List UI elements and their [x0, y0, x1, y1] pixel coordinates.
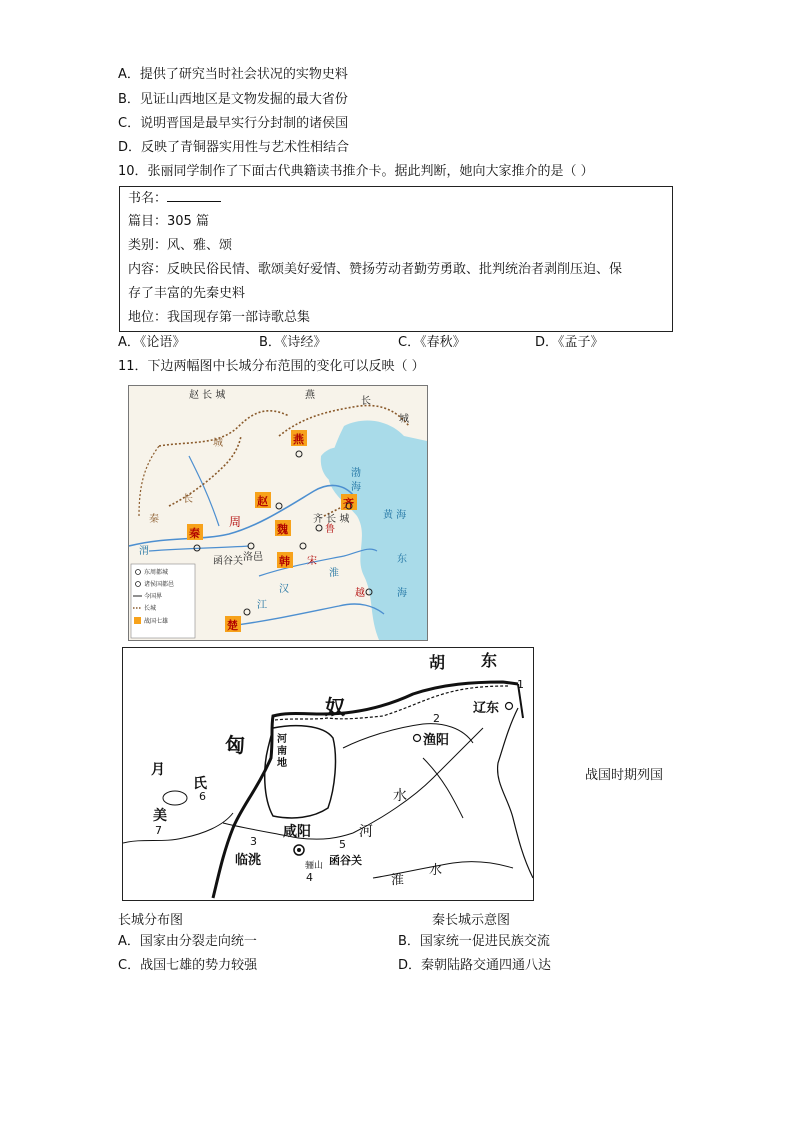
qin-wall-map-svg [123, 648, 533, 900]
svg-text:2: 2 [433, 712, 440, 725]
svg-text:地: 地 [277, 758, 287, 769]
q11-option-c[interactable]: C．战国七雄的势力较强 [118, 958, 258, 973]
svg-text:今国界: 今国界 [144, 593, 163, 600]
caption-wall-distribution: 长城分布图 [118, 913, 184, 928]
svg-text:诸侯国都邑: 诸侯国都邑 [144, 581, 175, 588]
svg-text:胡: 胡 [429, 653, 446, 672]
svg-text:周: 周 [229, 515, 242, 529]
svg-text:黄 海: 黄 海 [383, 510, 407, 521]
q9-option-c[interactable]: C．说明晋国是最早实行分封制的诸侯国 [118, 116, 349, 131]
svg-text:秦: 秦 [189, 527, 200, 540]
q11-option-b[interactable]: B．国家统一促进民族交流 [398, 934, 550, 949]
svg-text:函谷关: 函谷关 [329, 854, 362, 867]
warring-states-map [128, 385, 428, 641]
q11-option-d[interactable]: D．秦朝陆路交通四通八达 [398, 958, 552, 973]
q10-option-c[interactable]: C．《春秋》 [398, 335, 466, 350]
svg-text:月: 月 [151, 762, 165, 778]
svg-text:城: 城 [399, 414, 409, 425]
answer-blank [167, 189, 221, 202]
caption-warring-states: 战国时期列国 [585, 768, 664, 783]
card-content-1: 内容：反映民俗民情、歌颂美好爱情、赞扬劳动者勤劳勇敢、批判统治者剥削压迫、保 [128, 262, 623, 277]
svg-text:城: 城 [213, 438, 223, 449]
svg-text:越: 越 [355, 588, 365, 599]
card-content-2: 存了丰富的先秦史料 [128, 286, 246, 301]
svg-text:长: 长 [183, 494, 193, 505]
svg-text:4: 4 [306, 871, 313, 884]
svg-text:战国七雄: 战国七雄 [144, 618, 169, 625]
svg-text:水: 水 [393, 788, 407, 804]
svg-text:汉: 汉 [279, 584, 289, 595]
svg-text:渭: 渭 [139, 546, 149, 557]
svg-text:江: 江 [257, 600, 267, 611]
svg-text:宋: 宋 [307, 556, 317, 567]
svg-text:7: 7 [155, 824, 162, 837]
map-legend [131, 564, 195, 638]
svg-text:楚: 楚 [227, 619, 238, 632]
svg-text:函谷关: 函谷关 [213, 556, 243, 567]
svg-text:长: 长 [361, 396, 371, 407]
svg-text:淮: 淮 [329, 568, 339, 579]
svg-text:淮: 淮 [391, 873, 405, 888]
card-book-name: 书名： [128, 189, 221, 208]
svg-text:骊山: 骊山 [305, 861, 324, 871]
q11-stem: 11．下边两幅图中长城分布范围的变化可以反映（ ） [118, 359, 425, 374]
q10-option-a[interactable]: A．《论语》 [118, 335, 186, 350]
svg-text:氏: 氏 [193, 776, 207, 792]
caption-qin-wall: 秦长城示意图 [432, 913, 511, 928]
svg-text:渤: 渤 [351, 468, 361, 479]
svg-text:咸阳: 咸阳 [283, 824, 311, 840]
q10-option-b[interactable]: B．《诗经》 [259, 335, 327, 350]
svg-text:赵: 赵 [257, 495, 268, 508]
card-count: 篇目：305 篇 [128, 214, 209, 229]
q9-option-d[interactable]: D．反映了青铜器实用性与艺术性相结合 [118, 140, 350, 155]
qin-wall-map [122, 647, 534, 901]
card-category: 类别：风、雅、颂 [128, 238, 233, 253]
q11-option-a[interactable]: A．国家由分裂走向统一 [118, 934, 257, 949]
q10-option-d[interactable]: D．《孟子》 [535, 335, 604, 350]
card-status: 地位：我国现存第一部诗歌总集 [128, 310, 311, 325]
svg-text:长城: 长城 [144, 605, 157, 612]
q10-stem: 10．张丽同学制作了下面古代典籍读书推介卡。据此判断，她向大家推介的是（ ） [118, 164, 594, 179]
svg-text:南: 南 [277, 746, 287, 757]
svg-text:鲁: 鲁 [325, 524, 335, 535]
svg-text:渔阳: 渔阳 [423, 733, 450, 748]
svg-text:东: 东 [481, 651, 498, 670]
svg-text:齐: 齐 [343, 497, 354, 510]
svg-text:东: 东 [397, 554, 407, 565]
q9-option-b[interactable]: B．见证山西地区是文物发掘的最大省份 [118, 92, 348, 107]
svg-text:河: 河 [277, 734, 287, 745]
svg-text:6: 6 [199, 790, 206, 803]
svg-text:魏: 魏 [277, 523, 288, 536]
svg-text:奴: 奴 [325, 695, 345, 719]
svg-text:赵 长 城: 赵 长 城 [189, 390, 226, 401]
svg-text:匈: 匈 [225, 733, 245, 757]
book-recommendation-card [119, 186, 673, 332]
svg-text:齐 长 城: 齐 长 城 [313, 514, 350, 525]
svg-text:海: 海 [397, 588, 407, 599]
svg-text:燕: 燕 [305, 390, 315, 401]
svg-text:河: 河 [359, 824, 373, 840]
svg-text:1: 1 [517, 678, 524, 691]
svg-text:水: 水 [429, 863, 443, 878]
svg-text:海: 海 [351, 482, 361, 493]
svg-text:5: 5 [339, 838, 346, 851]
warring-states-map-svg [129, 386, 427, 640]
svg-text:3: 3 [250, 835, 257, 848]
svg-text:燕: 燕 [293, 433, 304, 446]
q9-option-a[interactable]: A．提供了研究当时社会状况的实物史料 [118, 67, 348, 82]
svg-text:辽东: 辽东 [473, 701, 500, 716]
svg-text:东周都城: 东周都城 [144, 569, 169, 576]
svg-text:临洮: 临洮 [235, 853, 262, 868]
svg-text:美: 美 [153, 808, 167, 824]
svg-text:韩: 韩 [279, 555, 290, 568]
svg-text:洛邑: 洛邑 [243, 552, 263, 563]
svg-text:秦: 秦 [149, 514, 159, 525]
